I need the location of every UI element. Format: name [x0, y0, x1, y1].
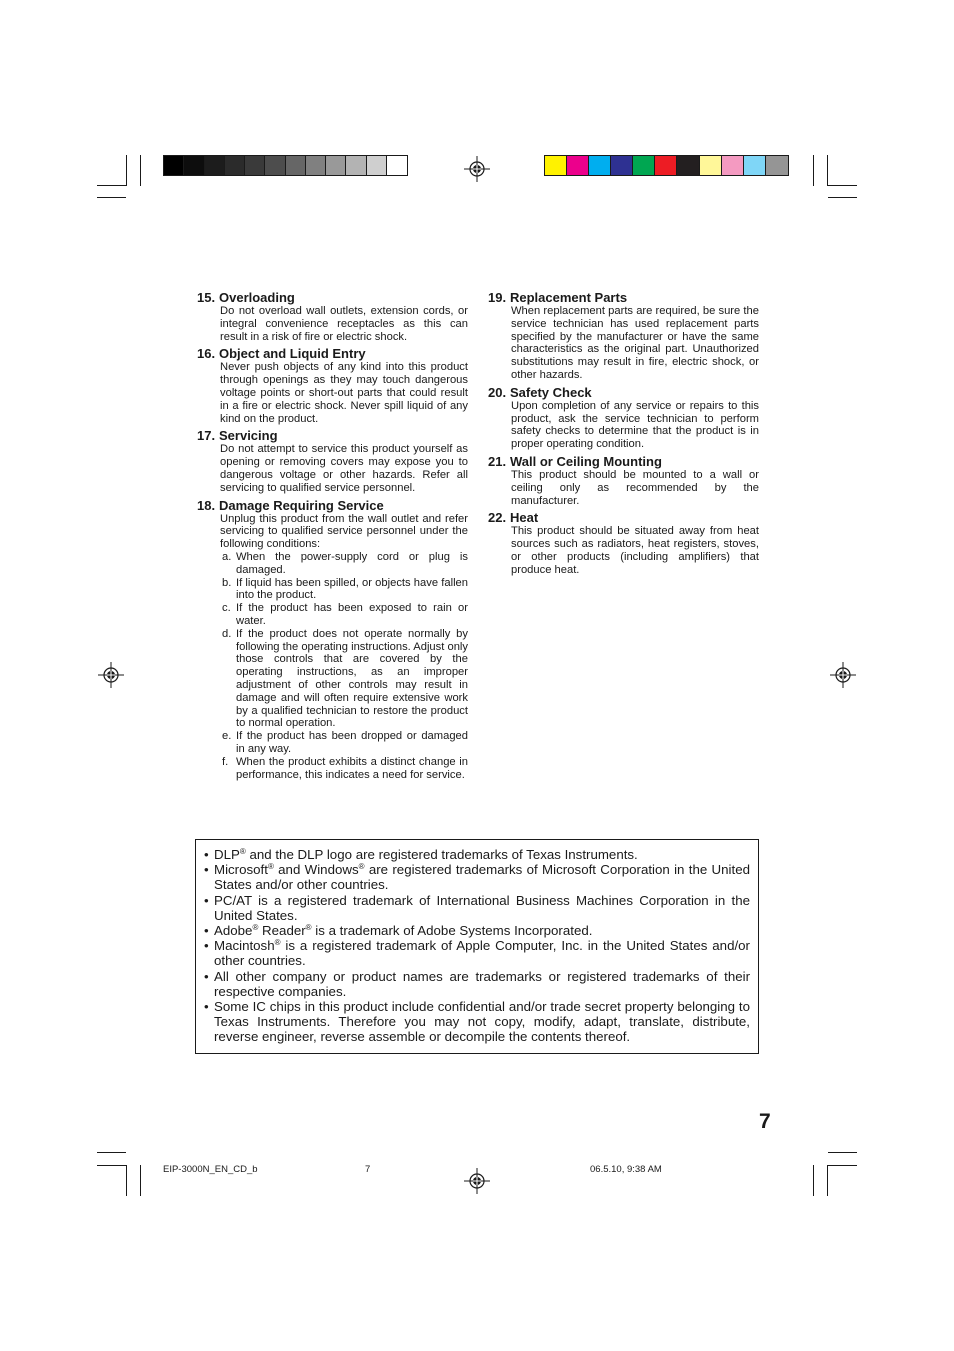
crop-mark	[813, 1165, 814, 1196]
registered-mark: ®	[252, 923, 259, 933]
footer-timestamp: 06.5.10, 9:38 AM	[590, 1164, 662, 1175]
process-color-bar	[544, 155, 789, 176]
trademark-item	[204, 862, 750, 892]
color-swatch	[265, 156, 285, 175]
condition-item	[197, 628, 468, 730]
condition-item	[197, 756, 468, 782]
crop-mark	[97, 185, 126, 186]
crop-mark	[828, 1152, 857, 1153]
color-swatch	[744, 156, 766, 175]
item-body: Unplug this product from the wall outlet and refer servicing to qualified service personnel under the following conditions:	[220, 512, 468, 551]
color-swatch	[677, 156, 699, 175]
safety-item-19	[488, 290, 759, 382]
safety-item-17	[197, 428, 468, 494]
color-swatch	[766, 156, 788, 175]
condition-letter: f.	[222, 755, 229, 768]
safety-item-20	[488, 385, 759, 451]
item-title: Wall or Ceiling Mounting	[510, 453, 662, 469]
color-swatch	[184, 156, 204, 175]
color-swatch	[306, 156, 326, 175]
item-number: 20.	[488, 384, 507, 400]
crop-mark	[97, 1165, 126, 1166]
trademark-text: Macintosh	[214, 938, 275, 954]
item-body: Upon completion of any service or repairs to this product, ask the service technician to perform safety checks to determine that the product is in proper operating condition.	[511, 399, 759, 451]
color-swatch	[225, 156, 245, 175]
condition-text: When the product exhibits a distinct change in performance, this indicates a need for service.	[236, 755, 468, 781]
condition-letter: c.	[222, 602, 231, 615]
crop-mark	[140, 155, 141, 186]
item-title: Damage Requiring Service	[219, 497, 384, 513]
bullet: •	[204, 862, 209, 878]
registration-mark-icon	[464, 156, 490, 182]
condition-item	[197, 577, 468, 603]
trademark-text: PC/AT is a registered trademark of International Business Machines Corporation in the United States.	[214, 892, 750, 923]
color-swatch	[286, 156, 306, 175]
trademark-item	[204, 938, 750, 968]
condition-item	[197, 551, 468, 577]
registered-mark: ®	[358, 862, 365, 872]
bullet: •	[204, 892, 209, 908]
item-number: 15.	[197, 290, 216, 305]
color-swatch	[346, 156, 366, 175]
safety-item-21	[488, 454, 759, 507]
color-swatch	[722, 156, 744, 175]
crop-mark	[97, 197, 126, 198]
registration-mark-icon	[98, 662, 124, 688]
condition-letter: d.	[222, 627, 232, 640]
bullet: •	[204, 847, 209, 862]
trademark-text: and the DLP logo are registered trademarks of Texas Instruments.	[245, 847, 638, 862]
bullet: •	[204, 999, 209, 1015]
crop-mark	[828, 1165, 857, 1166]
condition-item	[197, 602, 468, 628]
crop-mark	[827, 1165, 828, 1196]
crop-mark	[126, 1165, 127, 1196]
item-title: Replacement Parts	[510, 290, 628, 305]
condition-letter: a.	[222, 550, 232, 563]
condition-text: If the product has been exposed to rain or water.	[236, 602, 468, 627]
grayscale-color-bar	[163, 155, 408, 176]
trademark-notice-box	[195, 839, 759, 1054]
color-swatch	[633, 156, 655, 175]
color-swatch	[545, 156, 567, 175]
crop-mark	[828, 185, 857, 186]
trademark-text: Adobe	[214, 923, 253, 939]
registered-mark: ®	[274, 938, 281, 948]
crop-mark	[828, 197, 857, 198]
condition-item	[197, 730, 468, 756]
color-swatch	[326, 156, 346, 175]
item-number: 18.	[197, 497, 216, 513]
safety-item-22	[488, 510, 759, 576]
item-title: Overloading	[219, 290, 295, 305]
bullet: •	[204, 923, 209, 939]
trademark-text: All other company or product names are trademarks or registered trademarks of their respective companies.	[214, 968, 750, 999]
bullet: •	[204, 968, 209, 984]
trademark-text: is a trademark of Adobe Systems Incorporated.	[311, 923, 593, 939]
color-swatch	[567, 156, 589, 175]
crop-mark	[97, 1152, 126, 1153]
condition-text: If liquid has been spilled, or objects have fallen into the product.	[236, 576, 468, 602]
trademark-item	[204, 923, 750, 938]
safety-item-15	[197, 290, 468, 343]
condition-text: When the power-supply cord or plug is damaged.	[236, 550, 468, 576]
trademark-item	[204, 893, 750, 923]
color-swatch	[387, 156, 407, 175]
item-body: Do not attempt to service this product yourself as opening or removing covers may expose you to dangerous voltage or other hazards. Refer all servicing to qualified service personnel.	[220, 443, 468, 494]
trademark-item	[204, 847, 750, 862]
item-body: This product should be situated away from heat sources such as radiators, heat registers, stoves, or other products (including amplifiers) that produce heat.	[511, 525, 759, 576]
registered-mark: ®	[305, 923, 312, 933]
page-number: 7	[759, 1110, 771, 1133]
crop-mark	[827, 155, 828, 186]
registered-mark: ®	[239, 847, 246, 856]
safety-item-18	[197, 498, 468, 782]
crop-mark	[813, 155, 814, 186]
color-swatch	[611, 156, 633, 175]
color-swatch	[700, 156, 722, 175]
item-title: Safety Check	[510, 384, 592, 400]
trademark-text: Reader	[258, 923, 306, 939]
color-swatch	[205, 156, 225, 175]
registration-mark-icon	[830, 662, 856, 688]
color-swatch	[164, 156, 184, 175]
item-number: 17.	[197, 428, 216, 444]
item-number: 19.	[488, 290, 507, 305]
item-number: 22.	[488, 510, 507, 526]
item-title: Object and Liquid Entry	[219, 346, 366, 362]
trademark-text: are registered trademarks of Microsoft Corporation in the United States and/or other countries.	[214, 862, 750, 893]
trademark-item	[204, 999, 750, 1045]
trademark-text: Some IC chips in this product include confidential and/or trade secret property belonging to Texas Instruments. Therefore you may not copy, modify, adapt, translate, distribute, reverse engineer, reverse assemble or decompile the contents thereof.	[214, 999, 750, 1045]
condition-letter: b.	[222, 576, 232, 589]
safety-column-right	[488, 290, 759, 580]
trademark-text: DLP	[214, 847, 240, 862]
footer-page: 7	[365, 1164, 371, 1175]
color-swatch	[367, 156, 387, 175]
item-body: Never push objects of any kind into this product through openings as they may touch dangerous voltage points or short-out parts that could result in a fire or electric shock. Never spill liquid of any kind on the product.	[220, 361, 468, 425]
item-title: Servicing	[219, 428, 278, 444]
trademark-text: Microsoft	[214, 862, 268, 878]
item-body: Do not overload wall outlets, extension cords, or integral convenience receptacles as this can result in a risk of fire or electric shock.	[220, 305, 468, 343]
condition-text: If the product has been dropped or damaged in any way.	[236, 730, 468, 755]
color-swatch	[655, 156, 677, 175]
condition-text: If the product does not operate normally by following the operating instructions. Adjust only those controls that are covered by the operating instructions, as an improper adjustment of other controls may result in damage and will often require extensive work by a qualified technician to restore the product to normal operation.	[236, 627, 468, 730]
safety-column-left	[197, 290, 468, 781]
condition-letter: e.	[222, 730, 232, 743]
item-number: 16.	[197, 346, 216, 362]
item-title: Heat	[510, 510, 539, 526]
crop-mark	[126, 155, 127, 186]
trademark-text: and Windows	[273, 862, 359, 878]
trademark-item	[204, 969, 750, 999]
color-swatch	[245, 156, 265, 175]
safety-item-16	[197, 346, 468, 425]
item-number: 21.	[488, 453, 507, 469]
registration-mark-icon	[464, 1168, 490, 1194]
trademark-text: is a registered trademark of Apple Computer, Inc. in the United States and/or other countries.	[214, 938, 750, 969]
footer-file-name: EIP-3000N_EN_CD_b	[163, 1164, 258, 1175]
item-body: When replacement parts are required, be sure the service technician has used replacement parts specified by the manufacturer or have the same characteristics as the original part. Unauthorized substitutions may result in fire, electric shock, or other hazards.	[511, 305, 759, 381]
bullet: •	[204, 938, 209, 954]
crop-mark	[140, 1165, 141, 1196]
registered-mark: ®	[267, 862, 274, 872]
item-body: This product should be mounted to a wall or ceiling only as recommended by the manufacturer.	[511, 468, 759, 507]
color-swatch	[589, 156, 611, 175]
